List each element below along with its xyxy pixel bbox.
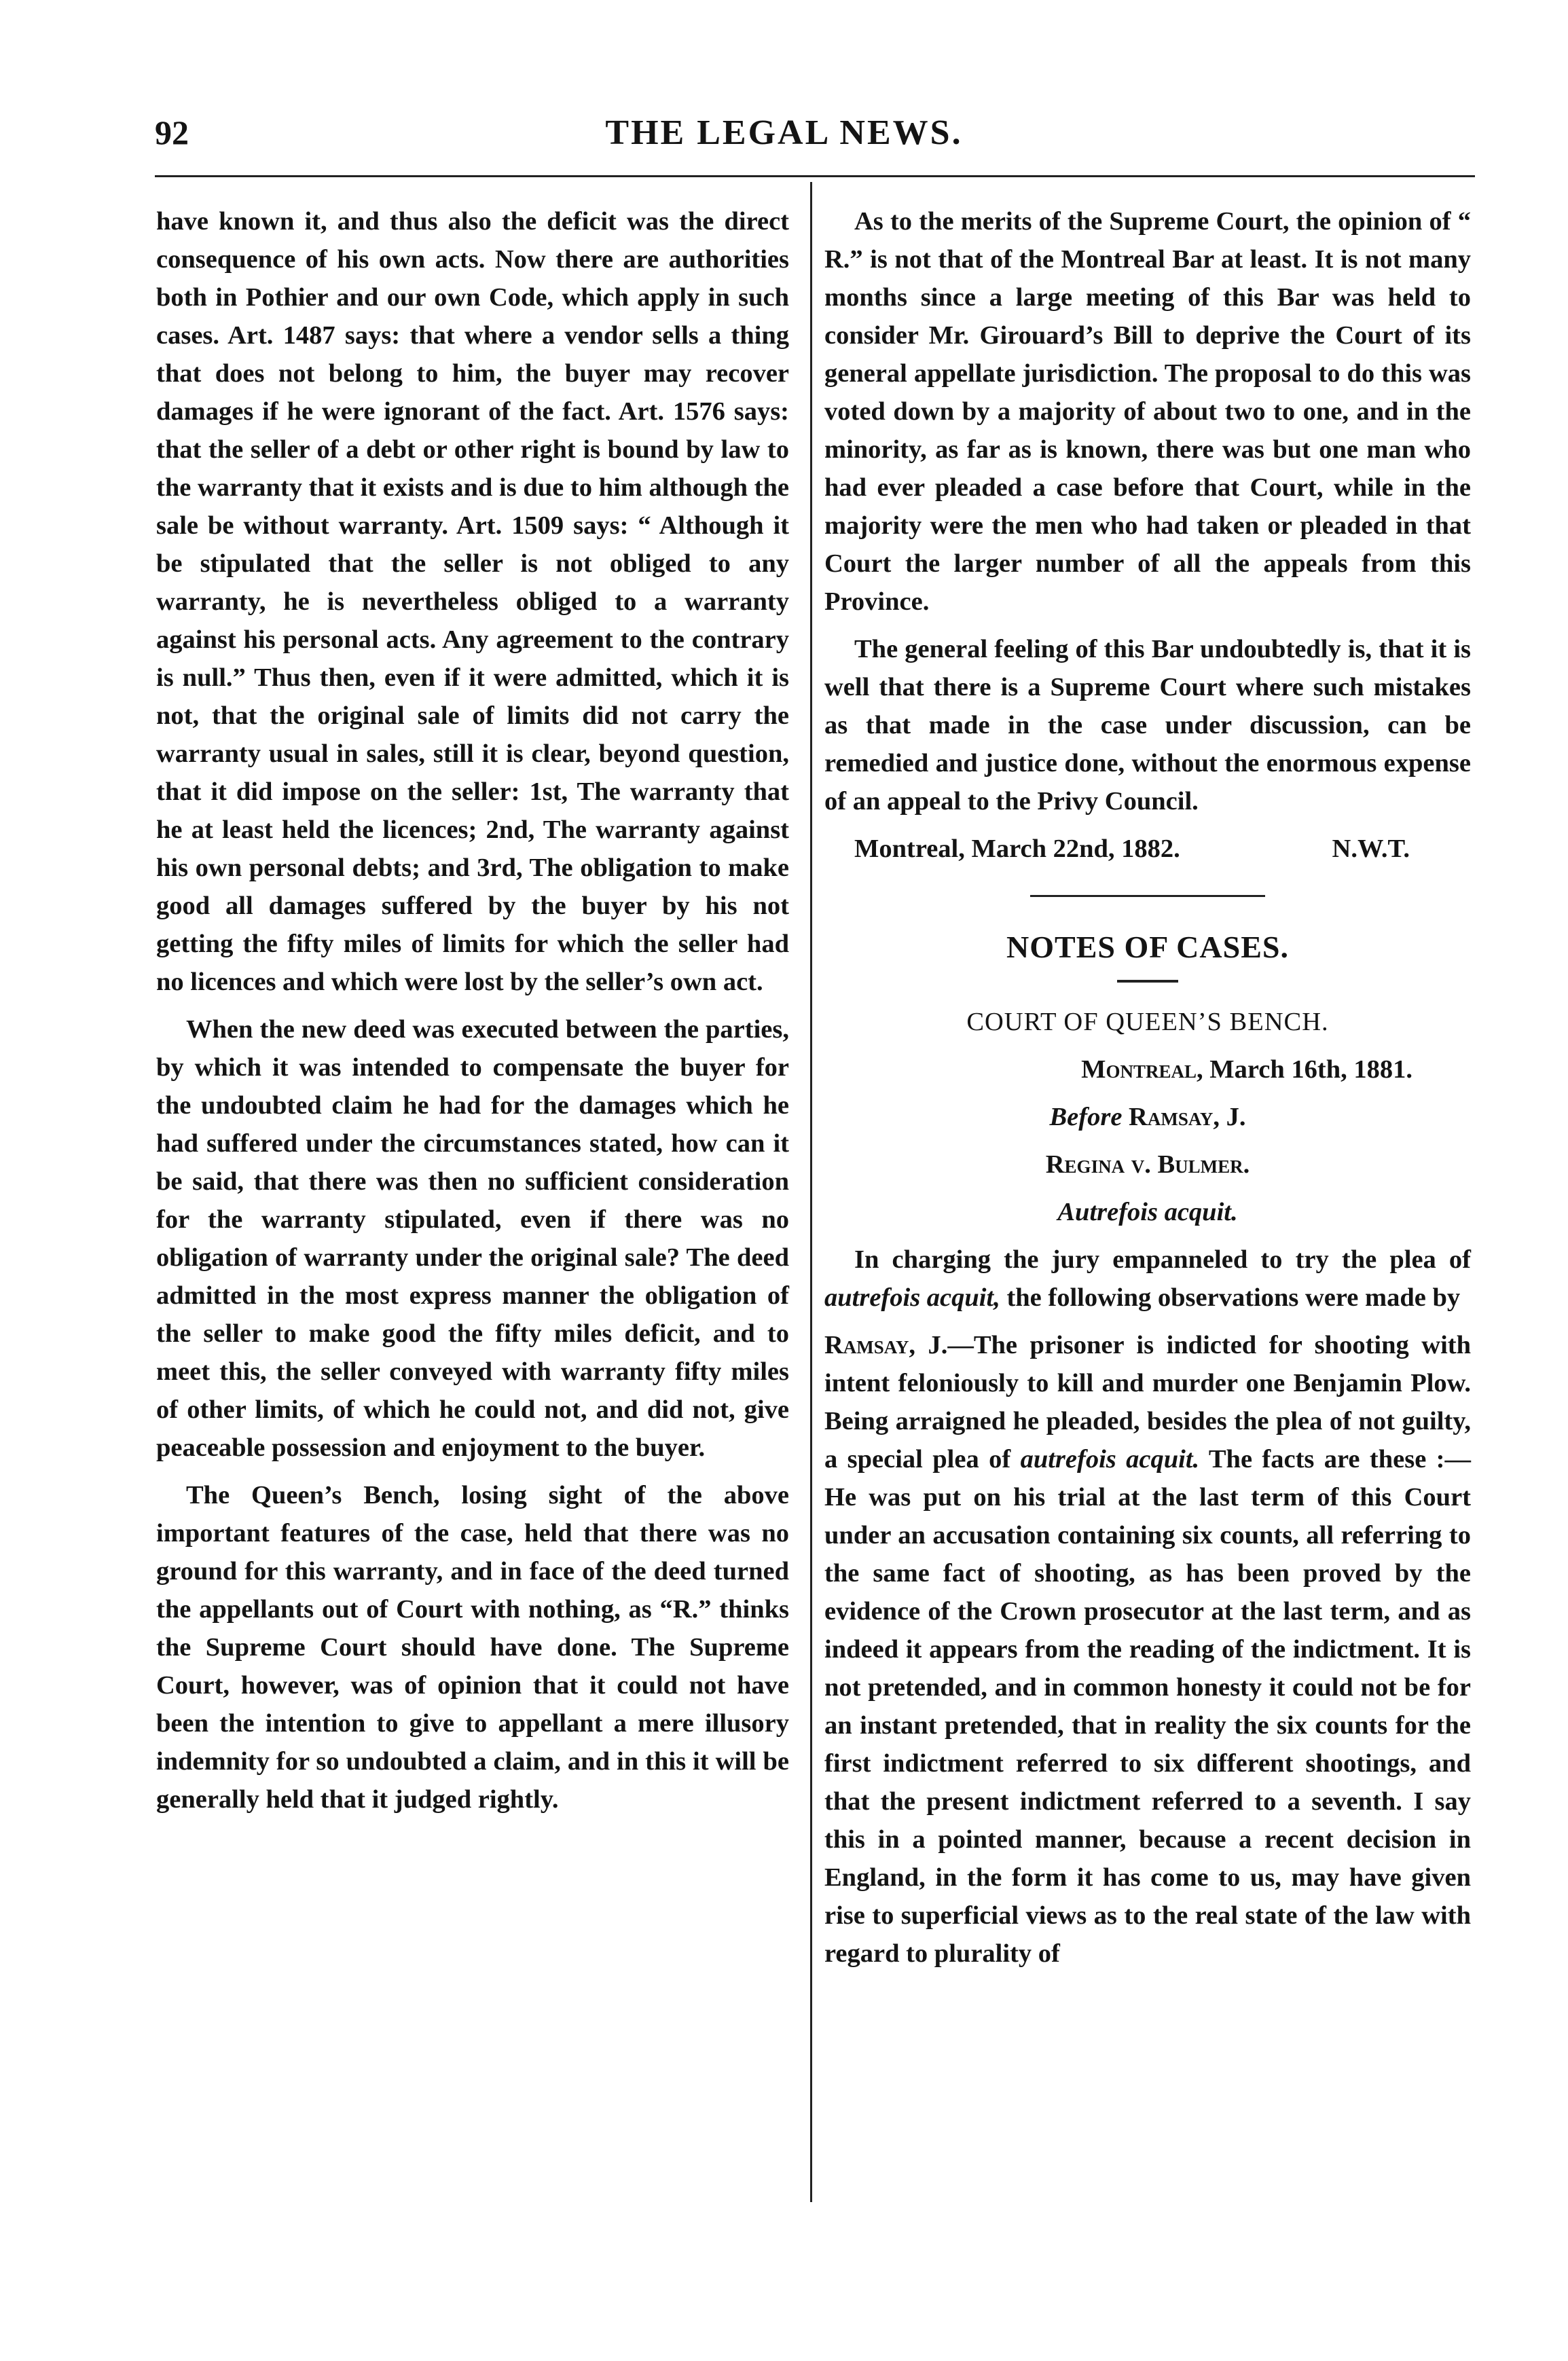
- right-paragraph-1: As to the merits of the Supreme Court, the opinion of “ R.” is not that of the Montreal Bar at least. It is not many months since a large meeting of this Bar was held to consider Mr. Girouard’s Bill to deprive the Court of its general appellate jurisdiction. The proposal to do this was voted down by a majority of about two to one, and in the minority, as far as is known, there was but one man who had ever pleaded a case before that Court, while in the majority were the men who had taken or pleaded in that Court the larger number of all the appeals from this Province.: [824, 207, 1471, 616]
- para4-text-b: The facts are these :— He was put on his trial at the last term of this Court under an accusation containing six counts, all referring to the same fact of shooting, as has been proved by the evidence of the Crown prosecutor at the last term, and as indeed it appears from the reading of the indictment. It is not pretended, and in common honesty it could not be for an instant pretended, that in reality the six counts for the first indictment referred to six different shootings, and that the present indictment referred to a seventh. I say this in a pointed manner, because a recent decision in England, in the form it has come to us, may have given rise to superficial views as to the real state of the law with regard to plurality of: [824, 1445, 1472, 1968]
- left-paragraph-2: When the new deed was executed between the parties, by which it was intended to compensate the buyer for the undoubted claim he had for the damages which he had suffered under the circumstances stated, how can it be said, that there was then no sufficient consideration for the warranty stipulated, even if there was no obligation of warranty under the original sale? The deed admitted in the most express manner the obligation of the seller to make good the fifty miles deficit, and to meet this, the seller conveyed with warranty fifty miles of other limits, of which he could not, and did not, give peaceable possession and enjoyment to the buyer.: [156, 1015, 789, 1462]
- para4-italic: autrefois acquit.: [1020, 1445, 1200, 1474]
- before-judge-line: [824, 1098, 1471, 1136]
- right-paragraph-4: [824, 1326, 1471, 1973]
- para4-text-a: —The prisoner is indicted for shooting with intent feloniously to kill and murder one Benjamin Plow. Being arraigned he pleaded, besides the plea of not guilty, a special plea of: [824, 1331, 1471, 1474]
- right-paragraph-2: The general feeling of this Bar undoubtedly is, that it is well that there is a Supreme Court where such mistakes as that made in the case under discussion, can be remedied and justice done, without the enormous expense of an appeal to the Privy Council.: [824, 635, 1471, 816]
- para3-text-a: In charging the jury empanneled to try the plea of: [854, 1245, 1471, 1274]
- page-number: 92: [155, 113, 189, 151]
- para3-italic: autrefois acquit,: [824, 1283, 1000, 1312]
- right-paragraph-3: [824, 1241, 1471, 1317]
- running-title: THE LEGAL NEWS.: [605, 113, 963, 152]
- before-word: Before: [1049, 1103, 1123, 1131]
- para4-judge: Ramsay, J.: [824, 1331, 948, 1359]
- case-subject: Autrefois acquit.: [1057, 1198, 1238, 1226]
- before-judge: Ramsay, J.: [1122, 1103, 1246, 1131]
- case-title: Regina v. Bulmer.: [1045, 1150, 1250, 1179]
- signoff-initials: N.W.T.: [1332, 835, 1410, 863]
- signoff: [824, 830, 1471, 868]
- column-divider: [810, 182, 812, 2202]
- dateline: [824, 1050, 1471, 1088]
- right-column: [824, 202, 1471, 1982]
- left-paragraph-1: have known it, and thus also the deficit was the direct consequence of his own acts. Now there are authorities both in Pothier and our own Code, which apply in such cases. Art. 1487 says: that where a vendor sells a thing that does not belong to him, the buyer may recover damages if he were ignorant of the fact. Art. 1576 says: that the seller of a debt or other right is bound by law to the warranty that it exists and is due to him although the sale be without warranty. Art. 1509 says: “ Although it be stipulated that the seller is not obliged to any warranty, he is nevertheless obliged to a warranty against his personal acts. Any agreement to the contrary is null.” Thus then, even if it were admitted, which it is not, that the original sale of limits did not carry the warranty usual in sales, still it is clear, beyond question, that it did impose on the seller: 1st, The warranty that he at least held the licences; 2nd, The warranty against his own personal debts; and 3rd, The obligation to make good all damages suffered by the buyer by his not getting the fifty miles of limits for which the seller had no licences and which were lost by the seller’s own act.: [156, 207, 789, 996]
- dateline-date: March 16th, 1881.: [1203, 1055, 1412, 1084]
- section-rule: [1030, 895, 1265, 897]
- signoff-place-date: Montreal, March 22nd, 1882.: [854, 835, 1180, 863]
- section-heading: NOTES OF CASES.: [1006, 930, 1289, 964]
- court-name: COURT OF QUEEN’S BENCH.: [966, 1008, 1329, 1036]
- header-rule: [155, 175, 1475, 177]
- left-paragraph-3: The Queen’s Bench, losing sight of the above important features of the case, held that there was no ground for this warranty, and in face of the deed turned the appellants out of Court with nothing, as “R.” thinks the Supreme Court should have done. The Supreme Court, however, was of opinion that it could not have been the intention to give to appellant a mere illusory indemnity for so undoubted a claim, and in this it will be generally held that it judged rightly.: [156, 1481, 789, 1814]
- left-column: [156, 202, 789, 1828]
- heading-rule: [1117, 980, 1178, 983]
- dateline-city: Montreal,: [1081, 1055, 1203, 1084]
- para3-text-b: the following observations were made by: [1000, 1283, 1461, 1312]
